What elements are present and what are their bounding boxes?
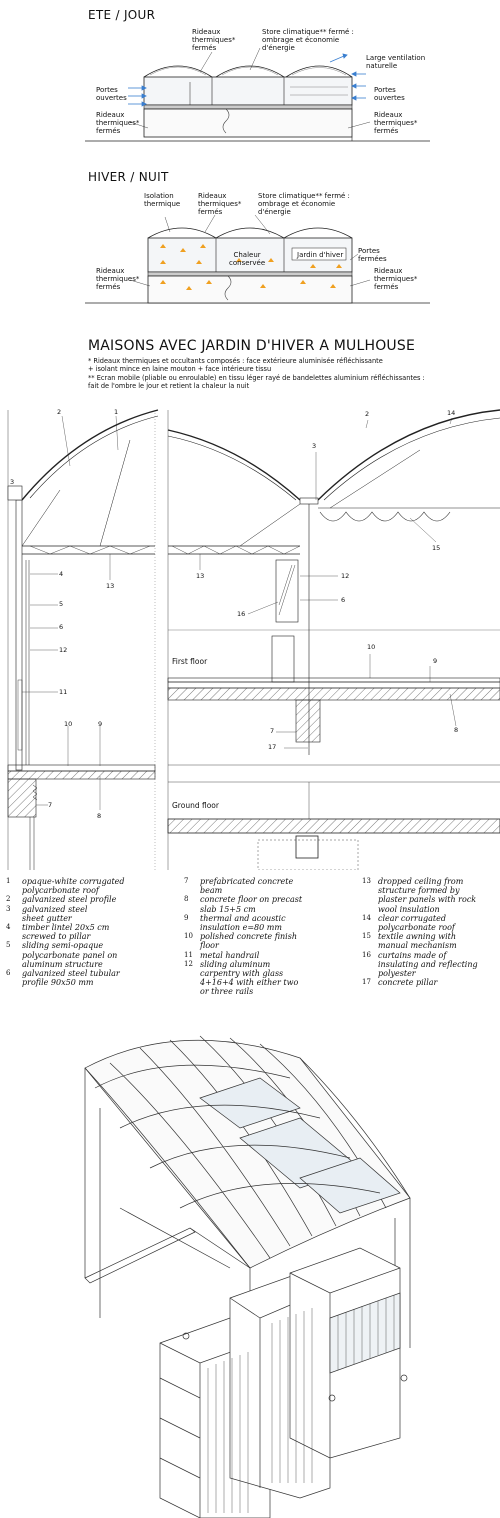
callout-1: 1 xyxy=(114,408,119,416)
legend-item: 16 curtains made of insulating and reflecting polyester xyxy=(362,950,478,979)
legend-column-1 xyxy=(6,877,166,987)
summer-title: ETE / JOUR xyxy=(88,8,156,22)
callout-17: 17 xyxy=(268,743,277,751)
callout-9-right: 9 xyxy=(433,657,438,665)
callout-3-left: 3 xyxy=(10,478,15,486)
callout-6-right: 6 xyxy=(341,596,346,604)
callout-2: 2 xyxy=(57,408,62,416)
callout-15: 15 xyxy=(432,544,441,552)
winter-label-jardin: Jardin d'hiver xyxy=(297,251,344,259)
legend-item: 3 galvanized steel sheet gutter xyxy=(6,904,88,923)
winter-label-rideaux-top: Rideaux thermiques* fermés xyxy=(198,192,242,216)
winter-label-portes: Portes fermées xyxy=(358,247,387,263)
summer-diagram xyxy=(0,0,500,160)
summer-label-portes-right: Portes ouvertes xyxy=(374,86,405,102)
legend-item: 5 sliding semi-opaque polycarbonate panel on aluminum structure xyxy=(6,941,118,969)
ground-floor-label: Ground floor xyxy=(172,801,219,810)
legend-item: 6 galvanized steel tubular profile 90x50 mm xyxy=(6,969,120,988)
winter-label-rideaux-right: Rideaux thermiques* fermés xyxy=(374,267,418,291)
axonometric-drawing xyxy=(0,1018,500,1518)
legend-item: 8 concrete floor on precast slab 15+5 cm xyxy=(184,895,303,914)
callout-12-left: 12 xyxy=(59,646,68,654)
callout-13-left: 13 xyxy=(106,582,115,590)
legend-item: 14 clear corrugated polycarbonate roof xyxy=(362,913,455,933)
callout-12-right: 12 xyxy=(341,572,350,580)
summer-label-rideaux-left: Rideaux thermiques* fermés xyxy=(96,111,140,135)
legend-column-3 xyxy=(362,877,498,987)
callout-10-left: 10 xyxy=(64,720,73,728)
winter-label-chaleur: Chaleur conservée xyxy=(229,251,266,267)
legend-item: 11 metal handrail xyxy=(184,950,260,960)
legend-item: 1 opaque-white corrugated polycarbonate roof xyxy=(6,877,125,896)
winter-label-rideaux-left: Rideaux thermiques* fermés xyxy=(96,267,140,291)
note-1: * Rideaux thermiques et occultants composés : face extérieure aluminisée réfléchissante + isolant mince en laine mouton + face intérieure tissu xyxy=(88,357,383,373)
main-title: MAISONS AVEC JARDIN D'HIVER A MULHOUSE xyxy=(88,338,416,354)
legend-item: 13 dropped ceiling from structure formed by plaster panels with rock wool insulation xyxy=(362,877,477,914)
winter-label-store: Store climatique** fermé : ombrage et économie d'énergie xyxy=(258,192,350,216)
callout-7-left: 7 xyxy=(48,801,53,809)
legend-item: 4 timber lintel 20x5 cm screwed to pillar xyxy=(6,923,110,942)
callout-13-right: 13 xyxy=(196,572,205,580)
summer-label-rideaux-top: Rideaux thermiques* fermés xyxy=(192,28,236,52)
callout-14: 14 xyxy=(447,409,456,417)
legend-column-2 xyxy=(184,877,344,997)
callout-3-right: 3 xyxy=(312,442,317,450)
summer-label-portes-left: Portes ouvertes xyxy=(96,86,127,102)
callout-10-right: 10 xyxy=(367,643,376,651)
legend-item: 10 polished concrete finish floor xyxy=(184,932,297,951)
first-floor-label: First floor xyxy=(172,657,208,666)
callout-6-left: 6 xyxy=(59,623,64,631)
legend-item: 7 prefabricated concrete beam xyxy=(184,877,294,896)
callout-5: 5 xyxy=(59,600,64,608)
summer-label-ventilation: Large ventilation naturelle xyxy=(366,54,426,70)
section-drawing xyxy=(0,400,500,870)
legend-item: 9 thermal and acoustic insulation e=80 mm xyxy=(184,913,286,933)
callout-8-right: 8 xyxy=(454,726,459,734)
callout-11: 11 xyxy=(59,688,68,696)
legend-item: 17 concrete pillar xyxy=(362,978,438,988)
callout-8-left: 8 xyxy=(97,812,102,820)
legend-item: 12 sliding aluminum carpentry with glass 4+16+4 with either two or three rails xyxy=(184,959,299,997)
callout-9-left: 9 xyxy=(98,720,103,728)
legend-item: 2 galvanized steel profile xyxy=(6,895,117,905)
winter-label-isolation: Isolation thermique xyxy=(144,192,181,208)
callout-2-right: 2 xyxy=(365,410,370,418)
callout-16: 16 xyxy=(237,610,246,618)
callout-7-right: 7 xyxy=(270,727,275,735)
summer-label-store: Store climatique** fermé : ombrage et économie d'énergie xyxy=(262,28,354,52)
winter-title: HIVER / NUIT xyxy=(88,170,169,184)
summer-label-rideaux-right: Rideaux thermiques* fermés xyxy=(374,111,418,135)
legend-item: 15 textile awning with manual mechanism xyxy=(362,932,457,951)
callout-4: 4 xyxy=(59,570,64,578)
note-2: ** Ecran mobile (pliable ou enroulable) en tissu léger rayé de bandelettes aluminium réfléchissantes : fait de l'ombre le jour et retient la chaleur la nuit xyxy=(88,374,425,390)
